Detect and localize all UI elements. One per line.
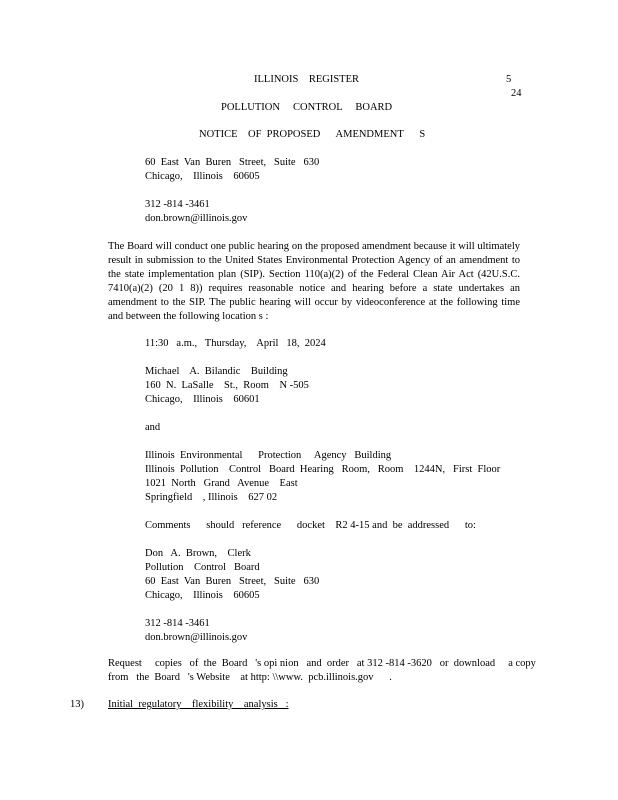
and-connector: and <box>145 422 161 433</box>
email-address: don.brown@illinois.gov <box>145 213 248 224</box>
hearing-details <box>145 337 500 645</box>
hearing-time: 11:30 a.m., Thursday, April 18, 2024 <box>145 338 326 349</box>
city-line: Chicago, Illinois 60605 <box>145 171 260 182</box>
clerk-email: don.brown@illinois.gov <box>145 632 248 643</box>
clerk-org: Pollution Control Board <box>145 562 260 573</box>
section-heading: Initial regulatory flexibility analysis : <box>108 699 289 710</box>
chicago-city: Chicago, Illinois 60601 <box>145 394 260 405</box>
chicago-building: Michael A. Bilandic Building <box>145 366 288 377</box>
hearing-paragraph: The Board will conduct one public hearing on the proposed amendment because it will ultimately result in submission to the United States Environmental Protection Agency of an amendment to the state implementation plan (SIP). Section 110(a)(2) of the Federal Clean Air Act (42U.S.C. 7410(a)(2) (20 1 8)) requires reasonable notice and hearing before a state undertakes an amendment to the SIP. The public hearing will occur by videoconference at the following time and between the following location s : <box>108 241 520 322</box>
board-title: POLLUTION CONTROL BOARD <box>221 102 393 113</box>
page-number: 5 <box>506 74 512 85</box>
page-number-secondary: 24 <box>511 88 522 99</box>
clerk-city: Chicago, Illinois 60605 <box>145 590 260 601</box>
register-title: ILLINOIS REGISTER <box>254 74 359 85</box>
section-number: 13) <box>70 699 84 710</box>
springfield-city: Springfield , Illinois 627 02 <box>145 492 278 503</box>
request-copies-line: Request copies of the Board 's opi nion and order at 312 -814 -3620 or download a copy <box>108 658 536 669</box>
comments-instruction: Comments should reference docket R2 4-15 and be addressed to: <box>145 520 476 531</box>
springfield-room: Illinois Pollution Control Board Hearing Room, Room 1244N, First Floor <box>145 464 501 475</box>
address-line: 60 East Van Buren Street, Suite 630 <box>145 157 320 168</box>
springfield-building: Illinois Environmental Protection Agency Building <box>145 450 392 461</box>
clerk-phone: 312 -814 -3461 <box>145 618 210 629</box>
clerk-name: Don A. Brown, Clerk <box>145 548 251 559</box>
chicago-street: 160 N. LaSalle St., Room N -505 <box>145 380 309 391</box>
phone-number: 312 -814 -3461 <box>145 199 210 210</box>
notice-title: NOTICE OF PROPOSED AMENDMENT S <box>199 129 426 140</box>
website-line: from the Board 's Website at http: \\www. pcb.illinois.gov . <box>108 672 392 683</box>
contact-block-top <box>145 156 319 226</box>
springfield-street: 1021 North Grand Avenue East <box>145 478 298 489</box>
clerk-address: 60 East Van Buren Street, Suite 630 <box>145 576 320 587</box>
